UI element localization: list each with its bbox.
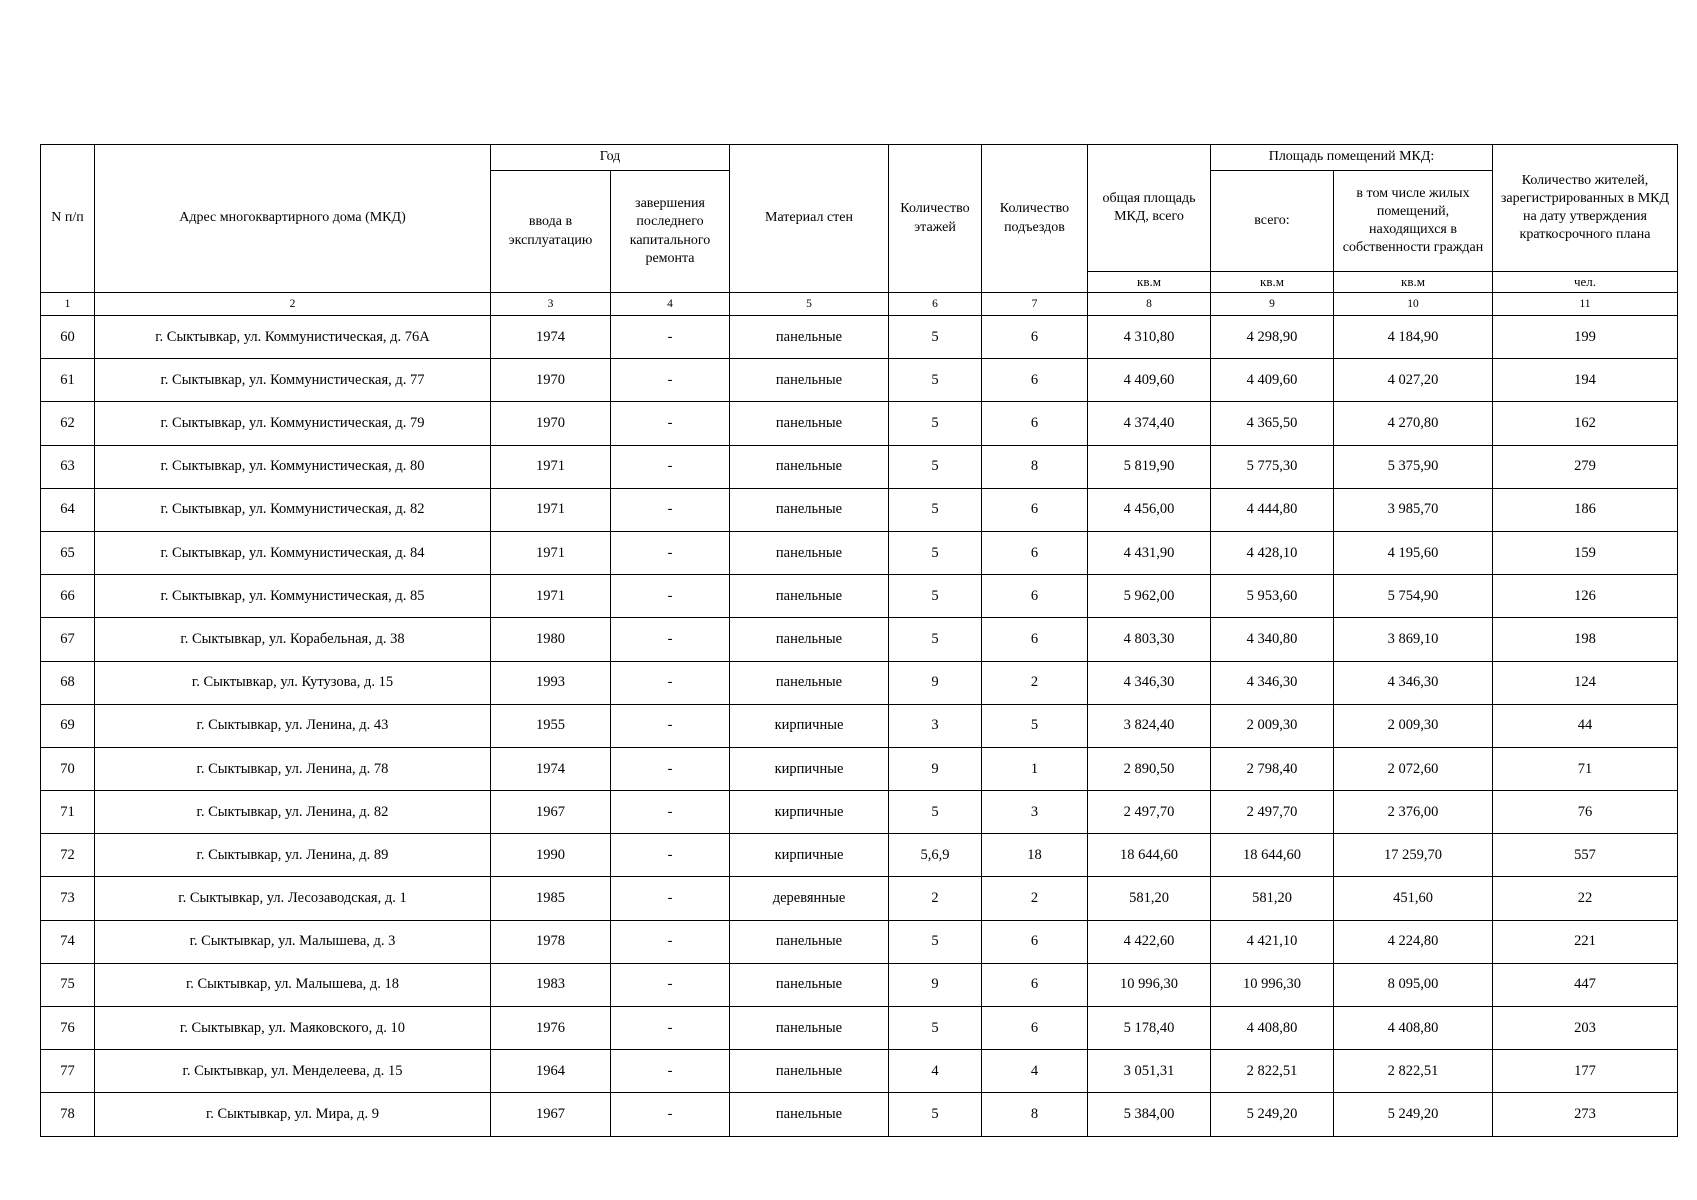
row-residents: 198 [1493, 618, 1678, 661]
row-premises-area: 2 822,51 [1211, 1050, 1334, 1093]
row-total-area: 2 497,70 [1088, 791, 1211, 834]
row-residential-area: 4 027,20 [1334, 359, 1493, 402]
column-number-row [41, 293, 1678, 316]
row-premises-area: 4 298,90 [1211, 316, 1334, 359]
row-residential-area: 4 408,80 [1334, 1007, 1493, 1050]
column-number: 7 [982, 293, 1088, 316]
row-year-repair: - [611, 531, 730, 574]
row-year-repair: - [611, 402, 730, 445]
row-premises-area: 4 421,10 [1211, 920, 1334, 963]
table-row [41, 1007, 1678, 1050]
row-year-commission: 1971 [491, 445, 611, 488]
row-number: 69 [41, 704, 95, 747]
table-row [41, 359, 1678, 402]
row-year-commission: 1980 [491, 618, 611, 661]
row-address: г. Сыктывкар, ул. Мира, д. 9 [95, 1093, 491, 1136]
column-number: 1 [41, 293, 95, 316]
row-year-repair: - [611, 1007, 730, 1050]
row-entrances: 6 [982, 920, 1088, 963]
row-address: г. Сыктывкар, ул. Ленина, д. 82 [95, 791, 491, 834]
row-residents: 203 [1493, 1007, 1678, 1050]
row-total-area: 10 996,30 [1088, 963, 1211, 1006]
row-residents: 71 [1493, 747, 1678, 790]
row-floors: 5 [889, 531, 982, 574]
row-residents: 22 [1493, 877, 1678, 920]
table-row [41, 488, 1678, 531]
row-year-repair: - [611, 488, 730, 531]
col-header-wall-material: Материал стен [730, 145, 889, 293]
row-number: 63 [41, 445, 95, 488]
row-entrances: 6 [982, 531, 1088, 574]
column-number: 9 [1211, 293, 1334, 316]
row-floors: 9 [889, 747, 982, 790]
row-wall-material: панельные [730, 445, 889, 488]
row-year-repair: - [611, 359, 730, 402]
col-header-year: Год [491, 145, 730, 171]
row-wall-material: панельные [730, 575, 889, 618]
row-total-area: 5 819,90 [1088, 445, 1211, 488]
row-entrances: 6 [982, 1007, 1088, 1050]
row-total-area: 5 962,00 [1088, 575, 1211, 618]
row-wall-material: панельные [730, 920, 889, 963]
column-number: 4 [611, 293, 730, 316]
row-address: г. Сыктывкар, ул. Коммунистическая, д. 76А [95, 316, 491, 359]
row-address: г. Сыктывкар, ул. Кутузова, д. 15 [95, 661, 491, 704]
col-header-premises-residential: в том числе жилых помещений, находящихся в собственности граждан [1334, 171, 1493, 272]
column-number: 6 [889, 293, 982, 316]
row-floors: 4 [889, 1050, 982, 1093]
row-entrances: 4 [982, 1050, 1088, 1093]
row-number: 67 [41, 618, 95, 661]
row-year-repair: - [611, 1093, 730, 1136]
row-address: г. Сыктывкар, ул. Коммунистическая, д. 85 [95, 575, 491, 618]
row-year-commission: 1990 [491, 834, 611, 877]
row-floors: 5 [889, 920, 982, 963]
row-total-area: 5 178,40 [1088, 1007, 1211, 1050]
row-premises-area: 18 644,60 [1211, 834, 1334, 877]
row-total-area: 4 431,90 [1088, 531, 1211, 574]
column-number: 11 [1493, 293, 1678, 316]
column-number: 10 [1334, 293, 1493, 316]
row-premises-area: 4 340,80 [1211, 618, 1334, 661]
row-year-commission: 1967 [491, 1093, 611, 1136]
row-total-area: 2 890,50 [1088, 747, 1211, 790]
row-residential-area: 5 375,90 [1334, 445, 1493, 488]
col-header-residents: Количество жителей, зарегистрированных в МКД на дату утверждения краткосрочного плана [1493, 145, 1678, 272]
row-wall-material: деревянные [730, 877, 889, 920]
col-header-npp: N п/п [41, 145, 95, 293]
row-floors: 5 [889, 618, 982, 661]
row-entrances: 6 [982, 316, 1088, 359]
row-year-repair: - [611, 575, 730, 618]
row-entrances: 6 [982, 402, 1088, 445]
table-row [41, 747, 1678, 790]
row-residents: 194 [1493, 359, 1678, 402]
row-entrances: 1 [982, 747, 1088, 790]
row-total-area: 4 409,60 [1088, 359, 1211, 402]
row-residential-area: 2 009,30 [1334, 704, 1493, 747]
row-floors: 5 [889, 791, 982, 834]
row-premises-area: 4 444,80 [1211, 488, 1334, 531]
column-number: 8 [1088, 293, 1211, 316]
row-premises-area: 10 996,30 [1211, 963, 1334, 1006]
row-year-repair: - [611, 920, 730, 963]
row-year-repair: - [611, 963, 730, 1006]
row-number: 76 [41, 1007, 95, 1050]
row-address: г. Сыктывкар, ул. Коммунистическая, д. 80 [95, 445, 491, 488]
row-year-commission: 1971 [491, 531, 611, 574]
col-header-premises-total: всего: [1211, 171, 1334, 272]
table-row [41, 1093, 1678, 1136]
row-premises-area: 2 009,30 [1211, 704, 1334, 747]
row-number: 61 [41, 359, 95, 402]
row-wall-material: кирпичные [730, 704, 889, 747]
row-address: г. Сыктывкар, ул. Коммунистическая, д. 77 [95, 359, 491, 402]
row-floors: 2 [889, 877, 982, 920]
row-address: г. Сыктывкар, ул. Лесозаводская, д. 1 [95, 877, 491, 920]
row-residential-area: 5 249,20 [1334, 1093, 1493, 1136]
row-premises-area: 581,20 [1211, 877, 1334, 920]
row-year-repair: - [611, 1050, 730, 1093]
row-year-commission: 1974 [491, 316, 611, 359]
table-row [41, 704, 1678, 747]
row-total-area: 5 384,00 [1088, 1093, 1211, 1136]
row-year-commission: 1985 [491, 877, 611, 920]
row-residents: 557 [1493, 834, 1678, 877]
col-header-floors: Количество этажей [889, 145, 982, 293]
row-premises-area: 4 365,50 [1211, 402, 1334, 445]
row-floors: 5 [889, 1093, 982, 1136]
row-premises-area: 5 953,60 [1211, 575, 1334, 618]
table-row [41, 877, 1678, 920]
row-year-repair: - [611, 445, 730, 488]
table-row [41, 920, 1678, 963]
col-header-year-commission: ввода в эксплуатацию [491, 171, 611, 293]
table-row [41, 445, 1678, 488]
table-body [41, 316, 1678, 1137]
col-header-entrances: Количество подъездов [982, 145, 1088, 293]
row-year-commission: 1964 [491, 1050, 611, 1093]
row-wall-material: панельные [730, 661, 889, 704]
row-number: 70 [41, 747, 95, 790]
row-premises-area: 4 346,30 [1211, 661, 1334, 704]
row-residential-area: 4 270,80 [1334, 402, 1493, 445]
row-wall-material: панельные [730, 1007, 889, 1050]
row-entrances: 6 [982, 618, 1088, 661]
row-residents: 159 [1493, 531, 1678, 574]
row-entrances: 8 [982, 1093, 1088, 1136]
row-total-area: 4 346,30 [1088, 661, 1211, 704]
row-number: 78 [41, 1093, 95, 1136]
row-address: г. Сыктывкар, ул. Ленина, д. 43 [95, 704, 491, 747]
row-residential-area: 4 195,60 [1334, 531, 1493, 574]
row-floors: 9 [889, 963, 982, 1006]
row-total-area: 3 051,31 [1088, 1050, 1211, 1093]
row-number: 72 [41, 834, 95, 877]
row-year-commission: 1974 [491, 747, 611, 790]
row-year-commission: 1971 [491, 488, 611, 531]
row-year-commission: 1970 [491, 402, 611, 445]
table-row [41, 791, 1678, 834]
unit-label: кв.м [1088, 272, 1211, 293]
row-floors: 5 [889, 445, 982, 488]
row-residents: 126 [1493, 575, 1678, 618]
row-number: 60 [41, 316, 95, 359]
row-floors: 9 [889, 661, 982, 704]
row-address: г. Сыктывкар, ул. Коммунистическая, д. 79 [95, 402, 491, 445]
row-number: 71 [41, 791, 95, 834]
row-total-area: 3 824,40 [1088, 704, 1211, 747]
row-entrances: 2 [982, 661, 1088, 704]
row-wall-material: панельные [730, 316, 889, 359]
table-row [41, 402, 1678, 445]
row-floors: 5 [889, 1007, 982, 1050]
table-row [41, 963, 1678, 1006]
row-year-repair: - [611, 791, 730, 834]
row-entrances: 6 [982, 488, 1088, 531]
column-number: 2 [95, 293, 491, 316]
row-total-area: 18 644,60 [1088, 834, 1211, 877]
row-wall-material: панельные [730, 488, 889, 531]
row-entrances: 5 [982, 704, 1088, 747]
row-residents: 273 [1493, 1093, 1678, 1136]
row-residential-area: 451,60 [1334, 877, 1493, 920]
row-address: г. Сыктывкар, ул. Корабельная, д. 38 [95, 618, 491, 661]
table-row [41, 1050, 1678, 1093]
row-total-area: 4 803,30 [1088, 618, 1211, 661]
row-total-area: 581,20 [1088, 877, 1211, 920]
row-address: г. Сыктывкар, ул. Ленина, д. 89 [95, 834, 491, 877]
row-total-area: 4 456,00 [1088, 488, 1211, 531]
row-year-commission: 1971 [491, 575, 611, 618]
row-year-repair: - [611, 877, 730, 920]
row-residential-area: 2 822,51 [1334, 1050, 1493, 1093]
row-address: г. Сыктывкар, ул. Менделеева, д. 15 [95, 1050, 491, 1093]
row-year-repair: - [611, 747, 730, 790]
col-header-year-repair: завершения последнего капитального ремонта [611, 171, 730, 293]
row-entrances: 8 [982, 445, 1088, 488]
row-premises-area: 4 408,80 [1211, 1007, 1334, 1050]
row-number: 73 [41, 877, 95, 920]
row-wall-material: кирпичные [730, 834, 889, 877]
row-residential-area: 4 224,80 [1334, 920, 1493, 963]
row-residential-area: 17 259,70 [1334, 834, 1493, 877]
row-residents: 186 [1493, 488, 1678, 531]
row-wall-material: панельные [730, 618, 889, 661]
row-entrances: 6 [982, 575, 1088, 618]
row-premises-area: 2 798,40 [1211, 747, 1334, 790]
table-row [41, 531, 1678, 574]
table-row [41, 834, 1678, 877]
unit-label: кв.м [1211, 272, 1334, 293]
row-wall-material: кирпичные [730, 747, 889, 790]
column-number: 5 [730, 293, 889, 316]
row-number: 64 [41, 488, 95, 531]
row-address: г. Сыктывкар, ул. Малышева, д. 3 [95, 920, 491, 963]
row-floors: 5,6,9 [889, 834, 982, 877]
row-residential-area: 2 072,60 [1334, 747, 1493, 790]
row-premises-area: 4 428,10 [1211, 531, 1334, 574]
table-row [41, 575, 1678, 618]
table-row [41, 618, 1678, 661]
row-year-repair: - [611, 316, 730, 359]
row-address: г. Сыктывкар, ул. Коммунистическая, д. 82 [95, 488, 491, 531]
row-number: 77 [41, 1050, 95, 1093]
row-residential-area: 4 346,30 [1334, 661, 1493, 704]
row-number: 66 [41, 575, 95, 618]
row-floors: 5 [889, 575, 982, 618]
row-year-repair: - [611, 618, 730, 661]
row-wall-material: панельные [730, 1050, 889, 1093]
row-wall-material: панельные [730, 402, 889, 445]
row-year-commission: 1978 [491, 920, 611, 963]
row-residents: 124 [1493, 661, 1678, 704]
row-residents: 447 [1493, 963, 1678, 1006]
row-address: г. Сыктывкар, ул. Коммунистическая, д. 84 [95, 531, 491, 574]
row-address: г. Сыктывкар, ул. Ленина, д. 78 [95, 747, 491, 790]
row-residential-area: 3 985,70 [1334, 488, 1493, 531]
row-floors: 5 [889, 488, 982, 531]
unit-label: чел. [1493, 272, 1678, 293]
row-residential-area: 4 184,90 [1334, 316, 1493, 359]
row-address: г. Сыктывкар, ул. Маяковского, д. 10 [95, 1007, 491, 1050]
row-residential-area: 3 869,10 [1334, 618, 1493, 661]
row-premises-area: 2 497,70 [1211, 791, 1334, 834]
row-wall-material: панельные [730, 531, 889, 574]
row-floors: 5 [889, 359, 982, 402]
row-wall-material: панельные [730, 359, 889, 402]
row-wall-material: панельные [730, 963, 889, 1006]
row-total-area: 4 422,60 [1088, 920, 1211, 963]
row-year-commission: 1976 [491, 1007, 611, 1050]
row-year-commission: 1993 [491, 661, 611, 704]
row-year-commission: 1955 [491, 704, 611, 747]
mkd-table [40, 144, 1678, 1137]
row-premises-area: 5 249,20 [1211, 1093, 1334, 1136]
row-year-commission: 1967 [491, 791, 611, 834]
row-residents: 162 [1493, 402, 1678, 445]
row-residents: 177 [1493, 1050, 1678, 1093]
row-number: 74 [41, 920, 95, 963]
row-total-area: 4 374,40 [1088, 402, 1211, 445]
row-floors: 5 [889, 316, 982, 359]
row-year-repair: - [611, 834, 730, 877]
row-wall-material: кирпичные [730, 791, 889, 834]
row-total-area: 4 310,80 [1088, 316, 1211, 359]
row-wall-material: панельные [730, 1093, 889, 1136]
col-header-total-area: общая площадь МКД, всего [1088, 145, 1211, 272]
row-entrances: 6 [982, 963, 1088, 1006]
row-residents: 221 [1493, 920, 1678, 963]
row-year-commission: 1970 [491, 359, 611, 402]
row-floors: 3 [889, 704, 982, 747]
row-number: 75 [41, 963, 95, 1006]
row-year-commission: 1983 [491, 963, 611, 1006]
column-number: 3 [491, 293, 611, 316]
row-residential-area: 5 754,90 [1334, 575, 1493, 618]
table-header [41, 145, 1678, 316]
row-residential-area: 2 376,00 [1334, 791, 1493, 834]
row-year-repair: - [611, 704, 730, 747]
col-header-premises-area: Площадь помещений МКД: [1211, 145, 1493, 171]
row-residential-area: 8 095,00 [1334, 963, 1493, 1006]
row-entrances: 2 [982, 877, 1088, 920]
row-address: г. Сыктывкар, ул. Малышева, д. 18 [95, 963, 491, 1006]
unit-label: кв.м [1334, 272, 1493, 293]
row-entrances: 18 [982, 834, 1088, 877]
row-number: 68 [41, 661, 95, 704]
row-number: 62 [41, 402, 95, 445]
row-residents: 199 [1493, 316, 1678, 359]
row-entrances: 6 [982, 359, 1088, 402]
row-premises-area: 5 775,30 [1211, 445, 1334, 488]
col-header-address: Адрес многоквартирного дома (МКД) [95, 145, 491, 293]
row-entrances: 3 [982, 791, 1088, 834]
row-floors: 5 [889, 402, 982, 445]
row-residents: 279 [1493, 445, 1678, 488]
table-row [41, 316, 1678, 359]
row-residents: 44 [1493, 704, 1678, 747]
row-premises-area: 4 409,60 [1211, 359, 1334, 402]
table-row [41, 661, 1678, 704]
row-year-repair: - [611, 661, 730, 704]
row-residents: 76 [1493, 791, 1678, 834]
row-number: 65 [41, 531, 95, 574]
